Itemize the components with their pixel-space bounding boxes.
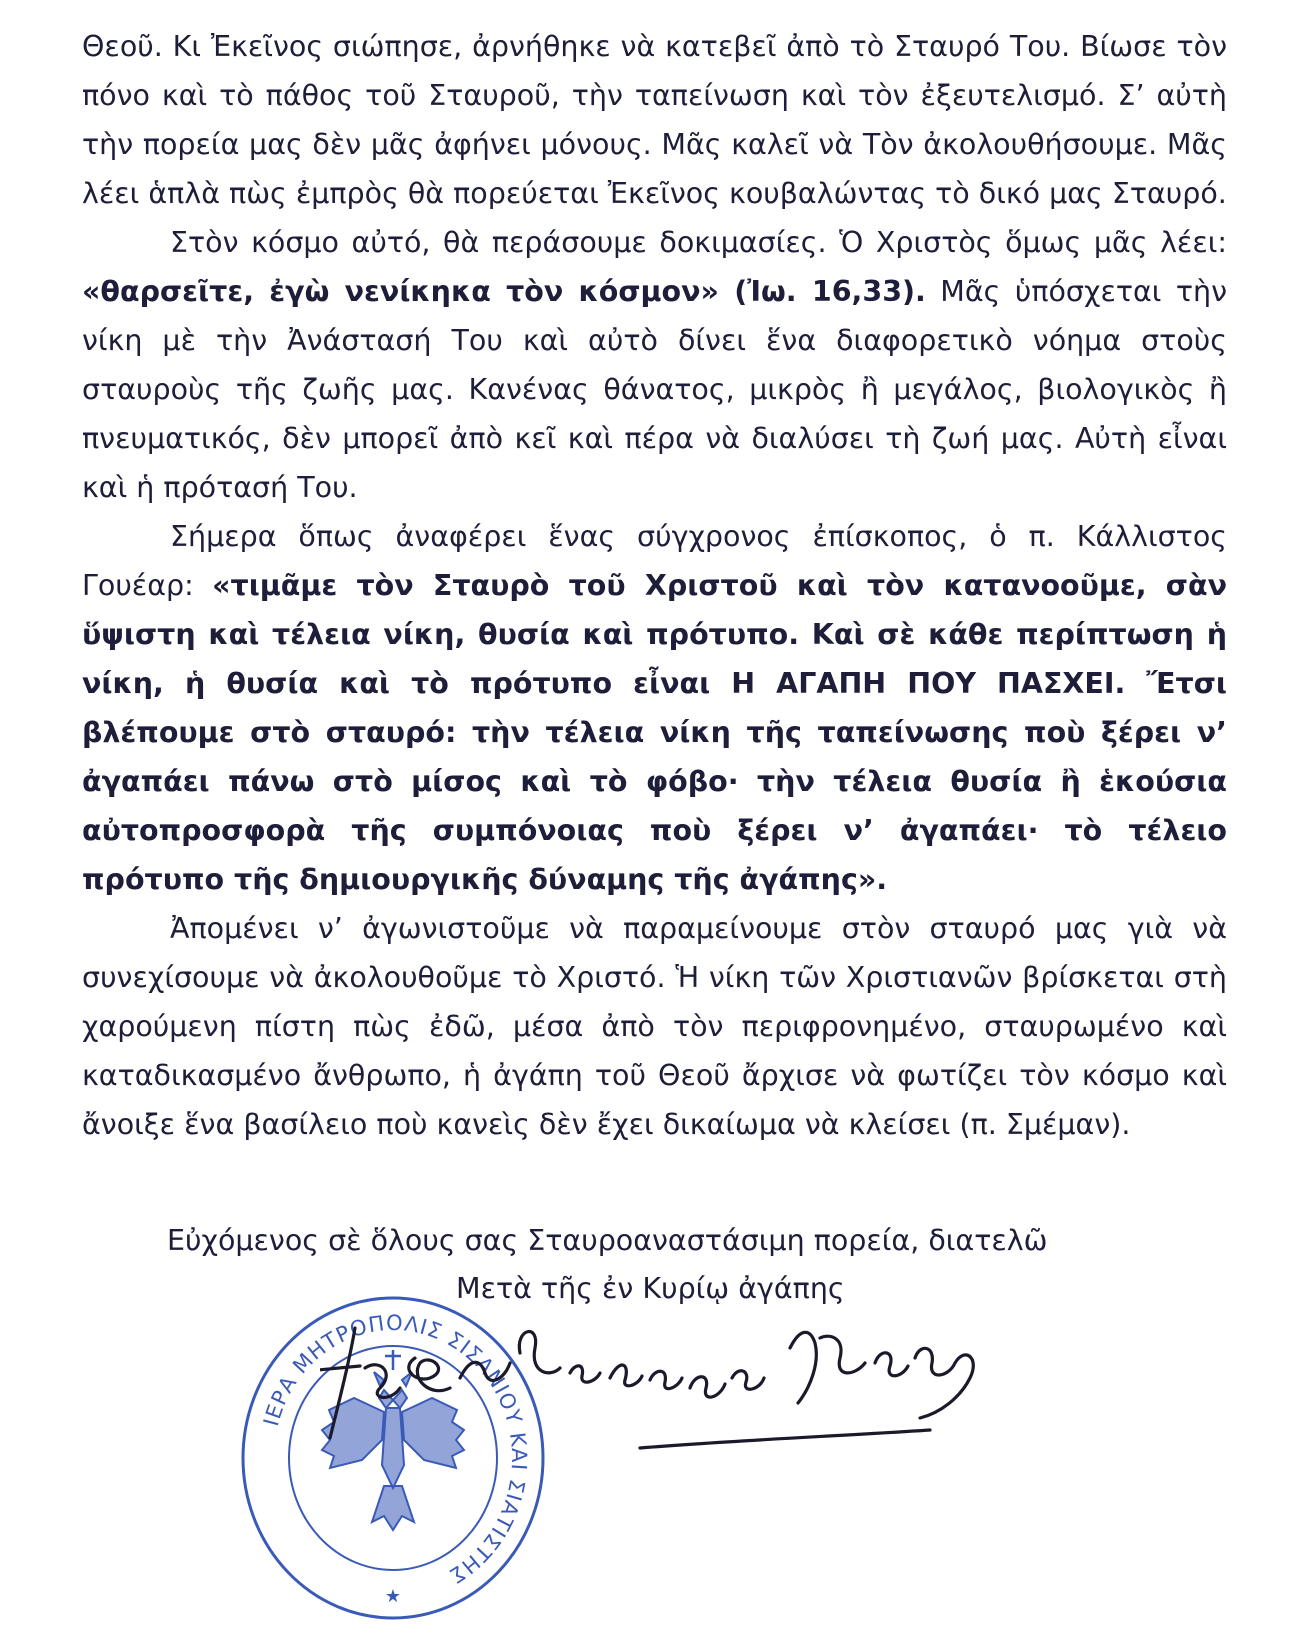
paragraph-4: [82, 904, 1227, 1149]
closing-salutation: Μετὰ τῆς ἐν Κυρίῳ ἀγάπης: [456, 1272, 845, 1305]
paragraph-2-run-1: Στὸν κόσμο αὐτό, θὰ περάσουμε δοκιμασίες. Ὁ Χριστὸς ὅμως μᾶς λέει:: [170, 226, 1227, 259]
paragraph-4-run-1: Ἀπομένει ν’ ἀγωνιστοῦμε νὰ παραμείνουμε στὸν σταυρό μας γιὰ νὰ συνεχίσουμε νὰ ἀκολουθοῦμε τὸ Χριστό. Ἡ νίκη τῶν Χριστιανῶν βρίσκεται στὴ χαρούμενη πίστη πὼς ἐδῶ, μέσα ἀπὸ τὸν περιφρονημένο, σταυρωμένο καὶ καταδικασμένο ἄνθρωπο, ἡ ἀγάπη τοῦ Θεοῦ ἄρχισε νὰ φωτίζει τὸν κόσμο καὶ ἄνοιξε ἕνα βασίλειο ποὺ κανεὶς δὲν ἔχει δικαίωμα νὰ κλείσει (π. Σμέμαν).: [82, 912, 1227, 1141]
letter-body: [82, 22, 1227, 1149]
paragraph-3-run-1: Σήμερα ὅπως ἀναφέρει ἕνας σύγχρονος ἐπίσκοπος, ὁ π. Κάλλιστος Γουέαρ:: [82, 520, 1227, 602]
seal-inscription: ΙΕΡΑ ΜΗΤΡΟΠΟΛΙΣ ΣΙΣΑΝΙΟΥ ΚΑΙ ΣΙΑΤΙΣΤΗΣ: [259, 1310, 532, 1589]
paragraph-2-quote: «θαρσεῖτε, ἐγὼ νενίκηκα τὸν κόσμον» (Ἰω. 16,33).: [82, 275, 926, 308]
handwritten-signature: [320, 1318, 1010, 1468]
seal-star-icon: ★: [384, 1586, 402, 1607]
paragraph-3: [82, 512, 1227, 904]
paragraph-1: [82, 22, 1227, 218]
paragraph-3-quote: «τιμᾶμε τὸν Σταυρὸ τοῦ Χριστοῦ καὶ τὸν κατανοοῦμε, σὰν ὕψιστη καὶ τέλεια νίκη, θυσία καὶ πρότυπο. Καὶ σὲ κάθε περίπτωση ἡ νίκη, ἡ θυσία καὶ τὸ πρότυπο εἶναι Η ΑΓΑΠΗ ΠΟΥ ΠΑΣΧΕΙ. Ἔτσι βλέπουμε στὸ σταυρό: τὴν τέλεια νίκη τῆς ταπείνωσης ποὺ ξέρει ν’ ἀγαπάει πάνω στὸ μίσος καὶ τὸ φόβο· τὴν τέλεια θυσία ἢ ἑκούσια αὐτοπροσφορὰ τῆς συμπόνοιας ποὺ ξέρει ν’ ἀγαπάει· τὸ τέλειο πρότυπο τῆς δημιουργικῆς δύναμης τῆς ἀγάπης».: [82, 569, 1227, 896]
paragraph-2: [82, 218, 1227, 512]
paragraph-2-run-3: Μᾶς ὑπόσχεται τὴν νίκη μὲ τὴν Ἀνάστασή Του καὶ αὐτὸ δίνει ἕνα διαφορετικὸ νόημα στοὺς σταυροὺς τῆς ζωῆς μας. Κανένας θάνατος, μικρὸς ἢ μεγάλος, βιολογικὸς ἢ πνευματικός, δὲν μπορεῖ ἀπὸ κεῖ καὶ πέρα νὰ διαλύσει τὴ ζωή μας. Αὐτὴ εἶναι καὶ ἡ πρότασή Του.: [82, 275, 1227, 504]
closing-greeting: Εὐχόμενος σὲ ὅλους σας Σταυροαναστάσιμη πορεία, διατελῶ: [167, 1224, 1048, 1257]
paragraph-1-run-1: Θεοῦ. Κι Ἐκεῖνος σιώπησε, ἀρνήθηκε νὰ κατεβεῖ ἀπὸ τὸ Σταυρό Του. Βίωσε τὸν πόνο καὶ τὸ πάθος τοῦ Σταυροῦ, τὴν ταπείνωση καὶ τὸν ἐξευτελισμό. Σ’ αὐτὴ τὴν πορεία μας δὲν μᾶς ἀφήνει μόνους. Μᾶς καλεῖ νὰ Τὸν ἀκολουθήσουμε. Μᾶς λέει ἁπλὰ πὼς ἐμπρὸς θὰ πορεύεται Ἐκεῖνος κουβαλώντας τὸ δικό μας Σταυρό.: [82, 30, 1227, 210]
